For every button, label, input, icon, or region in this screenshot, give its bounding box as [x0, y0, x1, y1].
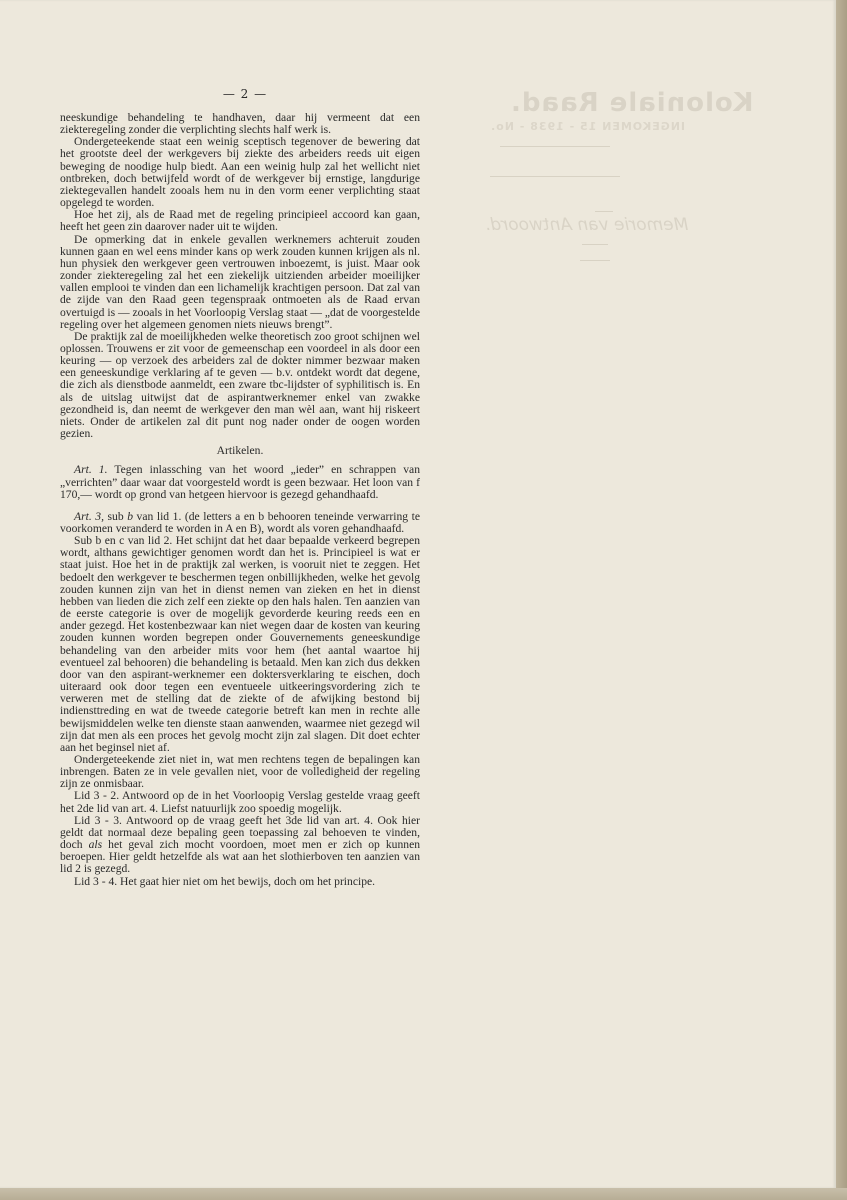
paragraph: Sub b en c van lid 2. Het schijnt dat het daar bepaalde verkeerd begrepen wordt, althans gewichtiger genomen wordt dan het is. Principieel is wat er staat juist. Hoe het in de praktijk zal werken, is vooruit niet te zeggen. Het bedoelt den werkgever te beschermen tegen onbillijkheden, welke het gevolg zouden kunnen zijn van het in dienst nemen van zieken en het in dienst hebben van lieden die zich zelf een ziekte op den hals halen. Ten aanzien van de eerste categorie is over de mogelijk gevorderde keuring reeds een en ander gezegd. Het kostenbezwaar kan niet wegen daar de kosten van keuring zouden kunnen worden begrepen onder Gouvernements geneeskundige behandeling van den arbeider mits voor hem (het aantal waartoe hij eventueel zal behooren) die behandeling is betaald. Men kan zich dus dekken door van den aspirant-werknemer een doktersverklaring te eischen, doch uiteraard ook door tegen een eventueele uitkeeringsvordering zich te verweren met de stelling dat de ziekte of de afwijking bestond bij indiensttreding en wat de tweede categorie betreft kan men in rechte alle bewijsmiddelen welke ten dienste staan aanwenden, waarmee niet gezegd wil zijn dat men als een proces het gevolg mocht zijn zal slagen. Dit doet echter aan het beginsel niet af. — [60, 534, 420, 754]
stamp-dash — [580, 260, 610, 261]
text-column — [60, 112, 420, 888]
bleed-through-stamp — [470, 80, 790, 270]
article-label: Art. 3, — [74, 509, 104, 523]
page-edge-right — [836, 0, 847, 1200]
article-3 — [60, 511, 420, 535]
stamp-dash — [490, 176, 620, 177]
lid-3-3 — [60, 815, 420, 876]
page-number: — 2 — — [222, 87, 268, 101]
page-edge-bottom — [0, 1188, 847, 1200]
stamp-dash — [582, 244, 608, 245]
lid-text: Lid 3 - 3. Antwoord op de vraag geeft het 3de lid van art. 4. Ook hier geldt dat normaal deze bepaling geen toepassing zal behoeven te vinden, doch — [60, 813, 420, 852]
stamp-dash — [595, 211, 613, 212]
paragraph: De praktijk zal de moeilijkheden welke theoretisch zoo groot schijnen wel oplossen. Trouwens er zit voor de gemeenschap een voordeel in als door een keuring — op verzoek des arbeiders zal de dokter nimmer bezwaar maken een geneeskundige verklaring af te geven — b.v. ontdekt wordt dat degene, die zich als dienstbode aanmeldt, een zware tbc-lijdster of syphilitisch is. En als de uitslag uitwijst dat de aspirantwerknemer enkel van zwakke gezondheid is, dan neemt de werkgever den man wèl aan, want hij riskeert niets. Onder de artikelen zal dit punt nog nader onder de oogen worden gezien. — [60, 329, 420, 441]
article-1 — [60, 464, 420, 500]
stamp-dash — [500, 146, 610, 147]
section-heading: Artikelen. — [216, 444, 264, 458]
paragraph: De opmerking dat in enkele gevallen werknemers achteruit zouden kunnen gaan en wel eens minder kans op werk zouden kunnen krijgen als nl. hun physiek den werkgever geen vertrouwen inboezemt, is juist. Maar ook zonder ziekteregeling zal het een ziekelijk uitzienden arbeider moeilijker vallen emplooi te vinden dan een lichamelijk krachtigen persoon. Dat zal van de zijde van den Raad geen tegenspraak ontmoeten als de Raad ervan overtuigd is — zooals in het Voorloopig Verslag staat — „dat de voorgestelde regeling over het algemeen genomen niets nieuws brengt”. — [60, 232, 420, 331]
lid-3-4: Lid 3 - 4. Het gaat hier niet om het bewijs, doch om het principe. — [74, 874, 376, 888]
stamp-subtitle: Memorie van Antwoord. — [485, 215, 689, 235]
article-sub-label: b — [127, 509, 133, 523]
stamp-date-line: INGEKOMEN 15 - 1938 - No. — [490, 120, 686, 133]
lid-text: het geval zich mocht voordoen, moet men er zich op kunnen beroepen. Hier geldt hetzelfde als wat aan het slothierboven ten aanzien van lid 2 is gezegd. — [60, 838, 421, 876]
article-text: Tegen inlassching van het woord „ieder” en schrappen van „verrichten” daar waar dat voorgesteld wordt is geen bezwaar. Het loon van f 170,— wordt op grond van hetgeen hiervoor is gezegd gehandhaafd. — [60, 463, 421, 501]
article-text: sub — [103, 509, 128, 523]
paragraph: Ondergeteekende staat een weinig sceptisch tegenover de bewering dat het grootste deel der werkgevers bij ziekte des arbeiders reeds uit eigen beweging de noodige hulp biedt. Aan een weinig hulp zal het wellicht niet ontbreken, doch betwijfeld wordt of de werkgever bij ernstige, langdurige ziektegevallen handelt zooals hem nu in den vorm eener verplichting staat opgelegd te worden. — [60, 135, 420, 210]
paragraph: neeskundige behandeling te handhaven, daar hij vermeent dat een ziekteregeling zonder die verplichting slechts half werk is. — [60, 111, 420, 137]
article-label: Art. 1. — [74, 463, 108, 477]
article-text: van lid 1. (de letters a en b behooren teneinde verwarring te voorkomen veranderd te worden in A en B), wordt als voren gehandhaafd. — [60, 509, 421, 535]
paragraph: Ondergeteekende ziet niet in, wat men rechtens tegen de bepalingen kan inbrengen. Baten ze in vele gevallen niet, voor de volledigheid der regeling zijn ze onmisbaar. — [60, 752, 420, 791]
lid-italic: als — [88, 838, 103, 852]
stamp-title: Koloniale Raad. — [510, 88, 754, 118]
paragraph: Lid 3 - 2. Antwoord op de in het Voorloopig Verslag gestelde vraag geeft het 2de lid van art. 4. Liefst natuurlijk zoo spoedig mogelijk. — [60, 789, 420, 815]
paragraph: Hoe het zij, als de Raad met de regeling principieel accoord kan gaan, heeft het geen zin daarover nader uit te wijden. — [60, 208, 420, 234]
